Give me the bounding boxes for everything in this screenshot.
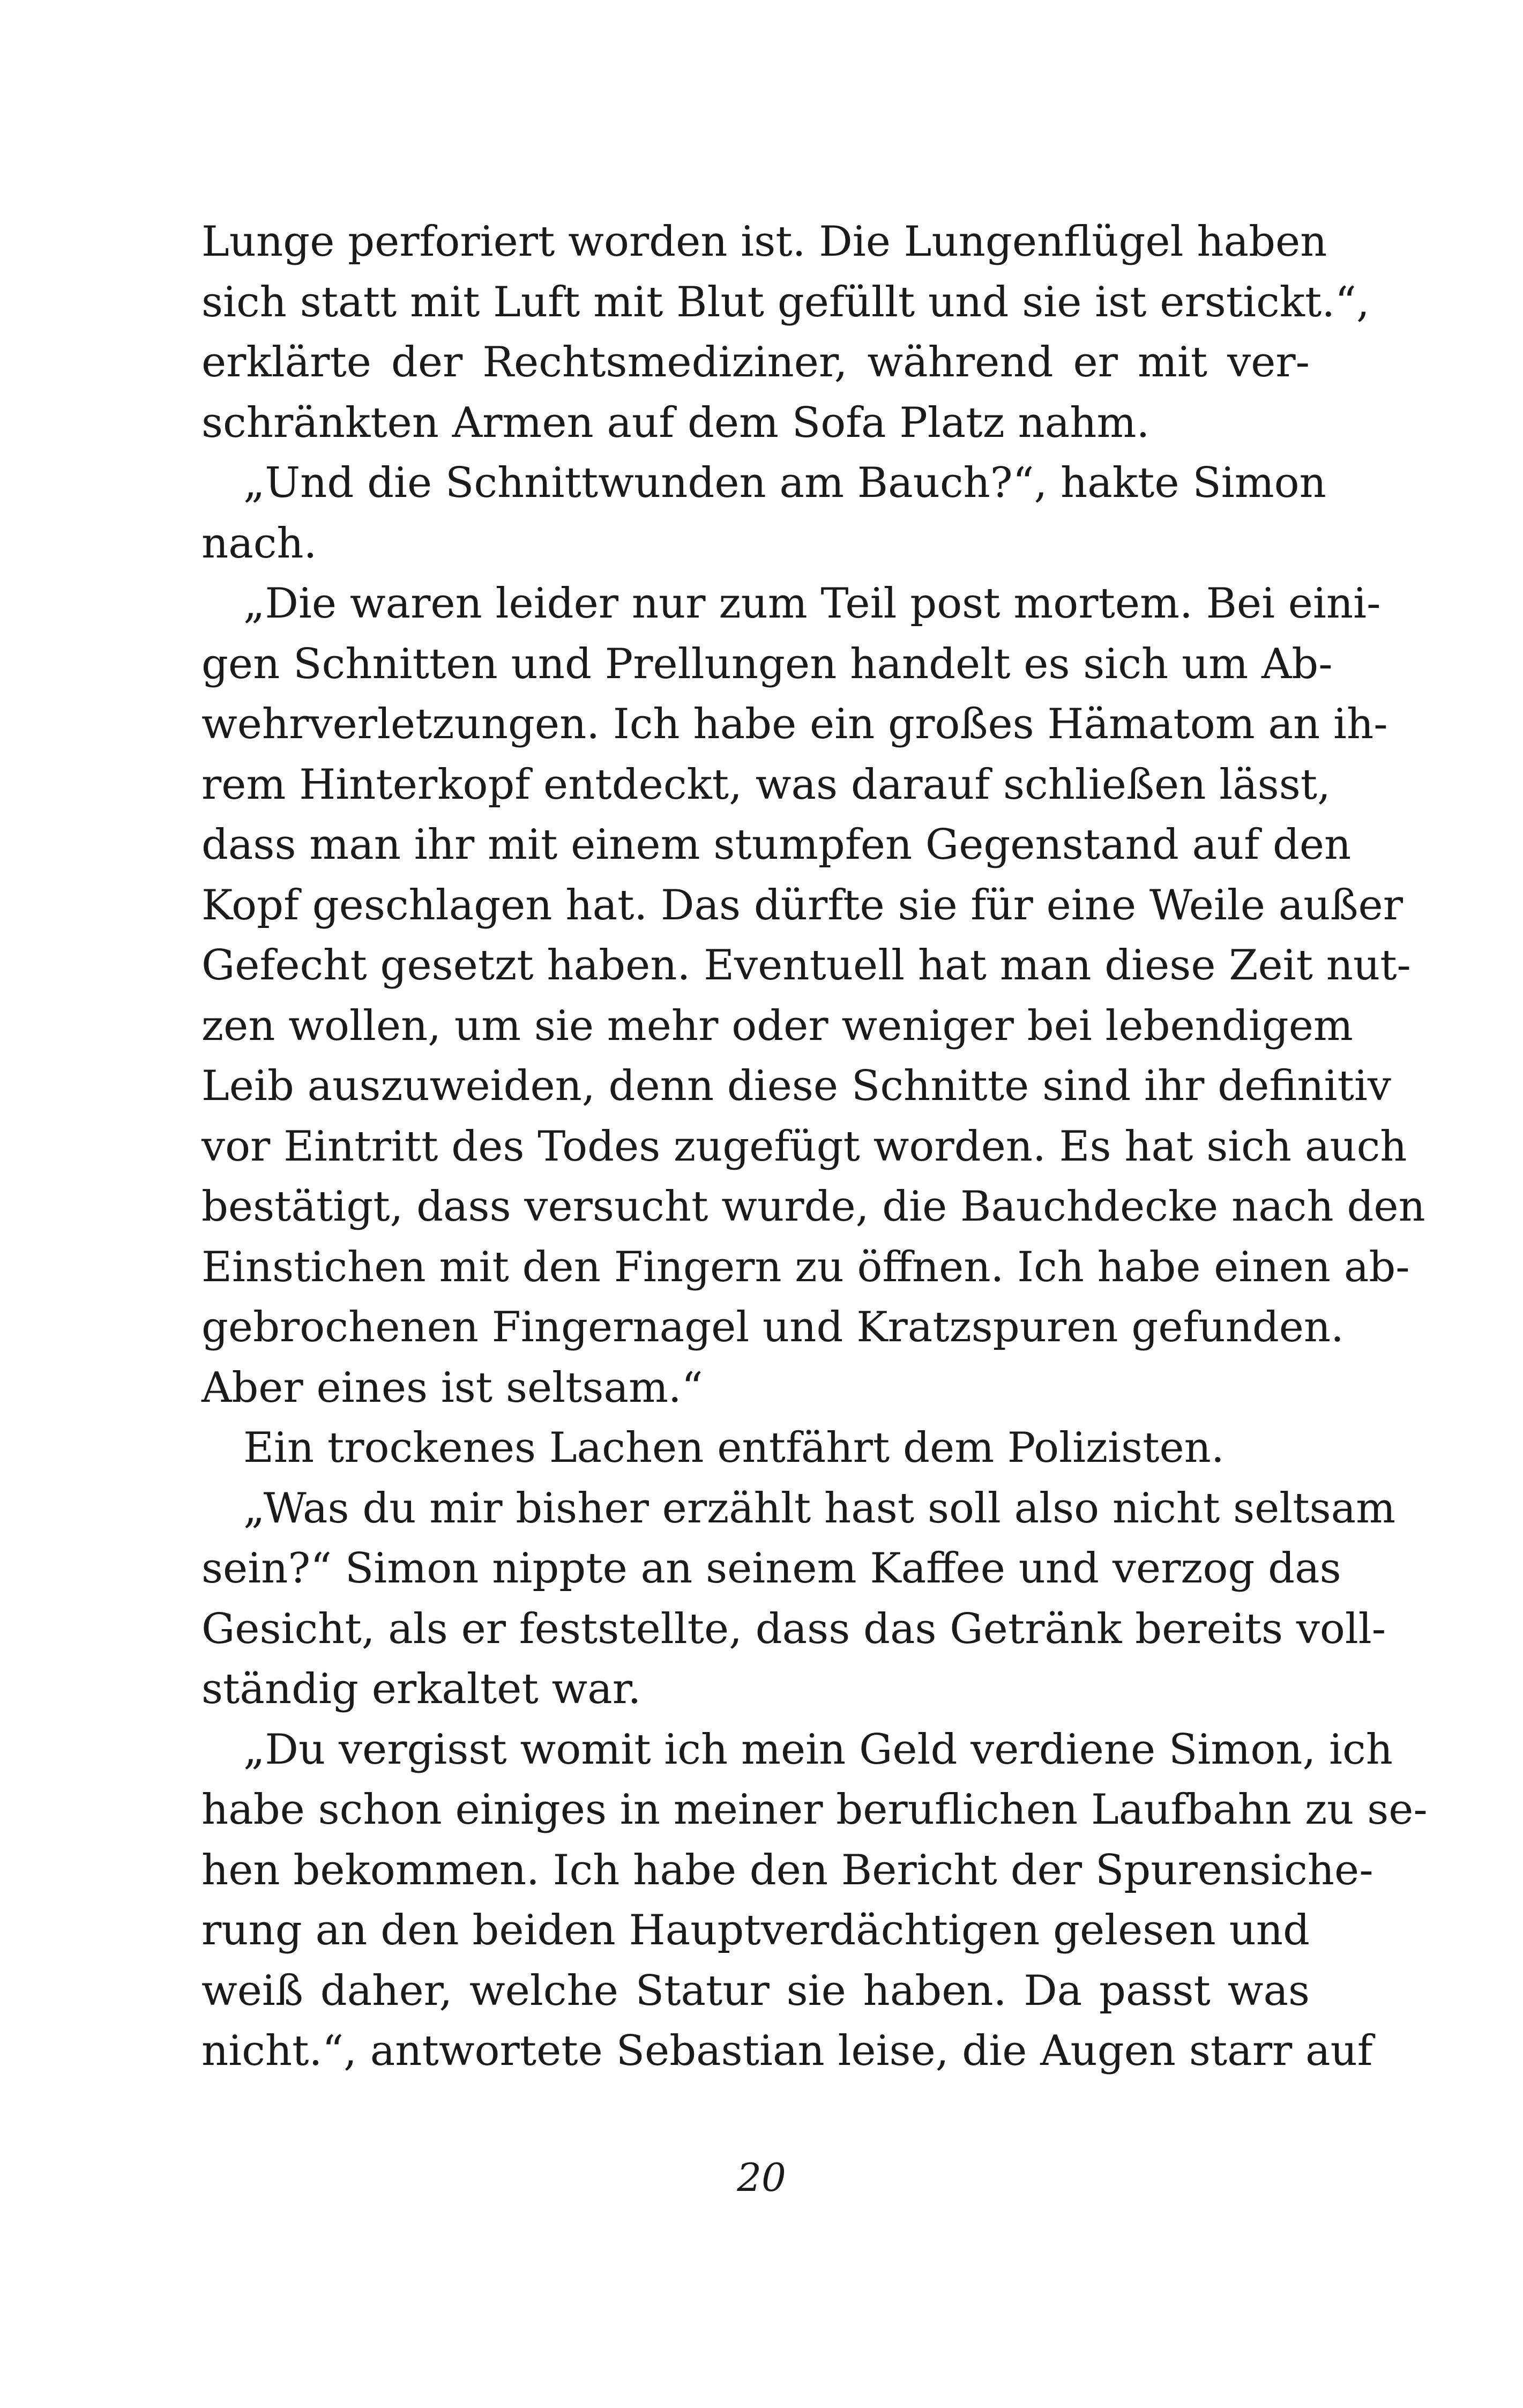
text-line: sein?“ Simon nippte an seinem Kaffee und verzog das xyxy=(201,1544,1341,1593)
text-line: weiß daher, welche Statur sie haben. Da passt was xyxy=(201,1966,1310,2015)
text-line: vor Eintritt des Todes zugefügt worden. Es hat sich auch xyxy=(201,1122,1407,1171)
text-line: „Die waren leider nur zum Teil post mortem. Bei eini- xyxy=(201,579,1381,628)
text-line: Gesicht, als er feststellte, dass das Getränk bereits voll- xyxy=(201,1604,1386,1653)
text-line: erklärte der Rechtsmediziner, während er mit ver- xyxy=(201,338,1310,387)
text-line: rem Hinterkopf entdeckt, was darauf schließen lässt, xyxy=(201,760,1331,809)
text-line: gen Schnitten und Prellungen handelt es sich um Ab- xyxy=(201,640,1333,688)
text-line: bestätigt, dass versucht wurde, die Bauchdecke nach den xyxy=(201,1183,1425,1231)
text-line: „Und die Schnittwunden am Bauch?“, hakte Simon xyxy=(201,459,1326,507)
text-line: hen bekommen. Ich habe den Bericht der Spurensiche- xyxy=(201,1846,1373,1894)
text-line: Aber eines ist seltsam.“ xyxy=(201,1363,703,1412)
page-number: 20 xyxy=(737,2155,786,2200)
text-line: Kopf geschlagen hat. Das dürfte sie für eine Weile außer xyxy=(201,881,1403,930)
text-line: Lunge perforiert worden ist. Die Lungenflügel haben xyxy=(201,218,1327,266)
text-line: zen wollen, um sie mehr oder weniger bei lebendigem xyxy=(201,1001,1353,1050)
text-line: nach. xyxy=(201,519,317,568)
text-line: schränkten Armen auf dem Sofa Platz nahm. xyxy=(201,398,1150,447)
text-line: Leib auszuweiden, denn diese Schnitte sind ihr definitiv xyxy=(201,1062,1391,1110)
text-line: rung an den beiden Hauptverdächtigen gelesen und xyxy=(201,1906,1310,1954)
text-line: Einstichen mit den Fingern zu öffnen. Ich habe einen ab- xyxy=(201,1243,1410,1291)
text-line: gebrochenen Fingernagel und Kratzspuren gefunden. xyxy=(201,1303,1344,1351)
text-line: Gefecht gesetzt haben. Eventuell hat man diese Zeit nut- xyxy=(201,941,1411,990)
text-line: sich statt mit Luft mit Blut gefüllt und sie ist erstickt.“, xyxy=(201,278,1370,326)
text-line: dass man ihr mit einem stumpfen Gegenstand auf den xyxy=(201,821,1352,869)
text-line: „Was du mir bisher erzählt hast soll also nicht seltsam xyxy=(201,1484,1396,1533)
text-line: habe schon einiges in meiner beruflichen Laufbahn zu se- xyxy=(201,1786,1428,1834)
text-line: Ein trockenes Lachen entfährt dem Polizisten. xyxy=(201,1424,1225,1472)
text-line: ständig erkaltet war. xyxy=(201,1665,641,1713)
text-line: „Du vergisst womit ich mein Geld verdiene Simon, ich xyxy=(201,1725,1393,1774)
body-text xyxy=(201,212,1428,2082)
text-line: wehrverletzungen. Ich habe ein großes Hämatom an ih- xyxy=(201,700,1388,748)
text-line: nicht.“, antwortete Sebastian leise, die Augen starr auf xyxy=(201,2027,1373,2075)
